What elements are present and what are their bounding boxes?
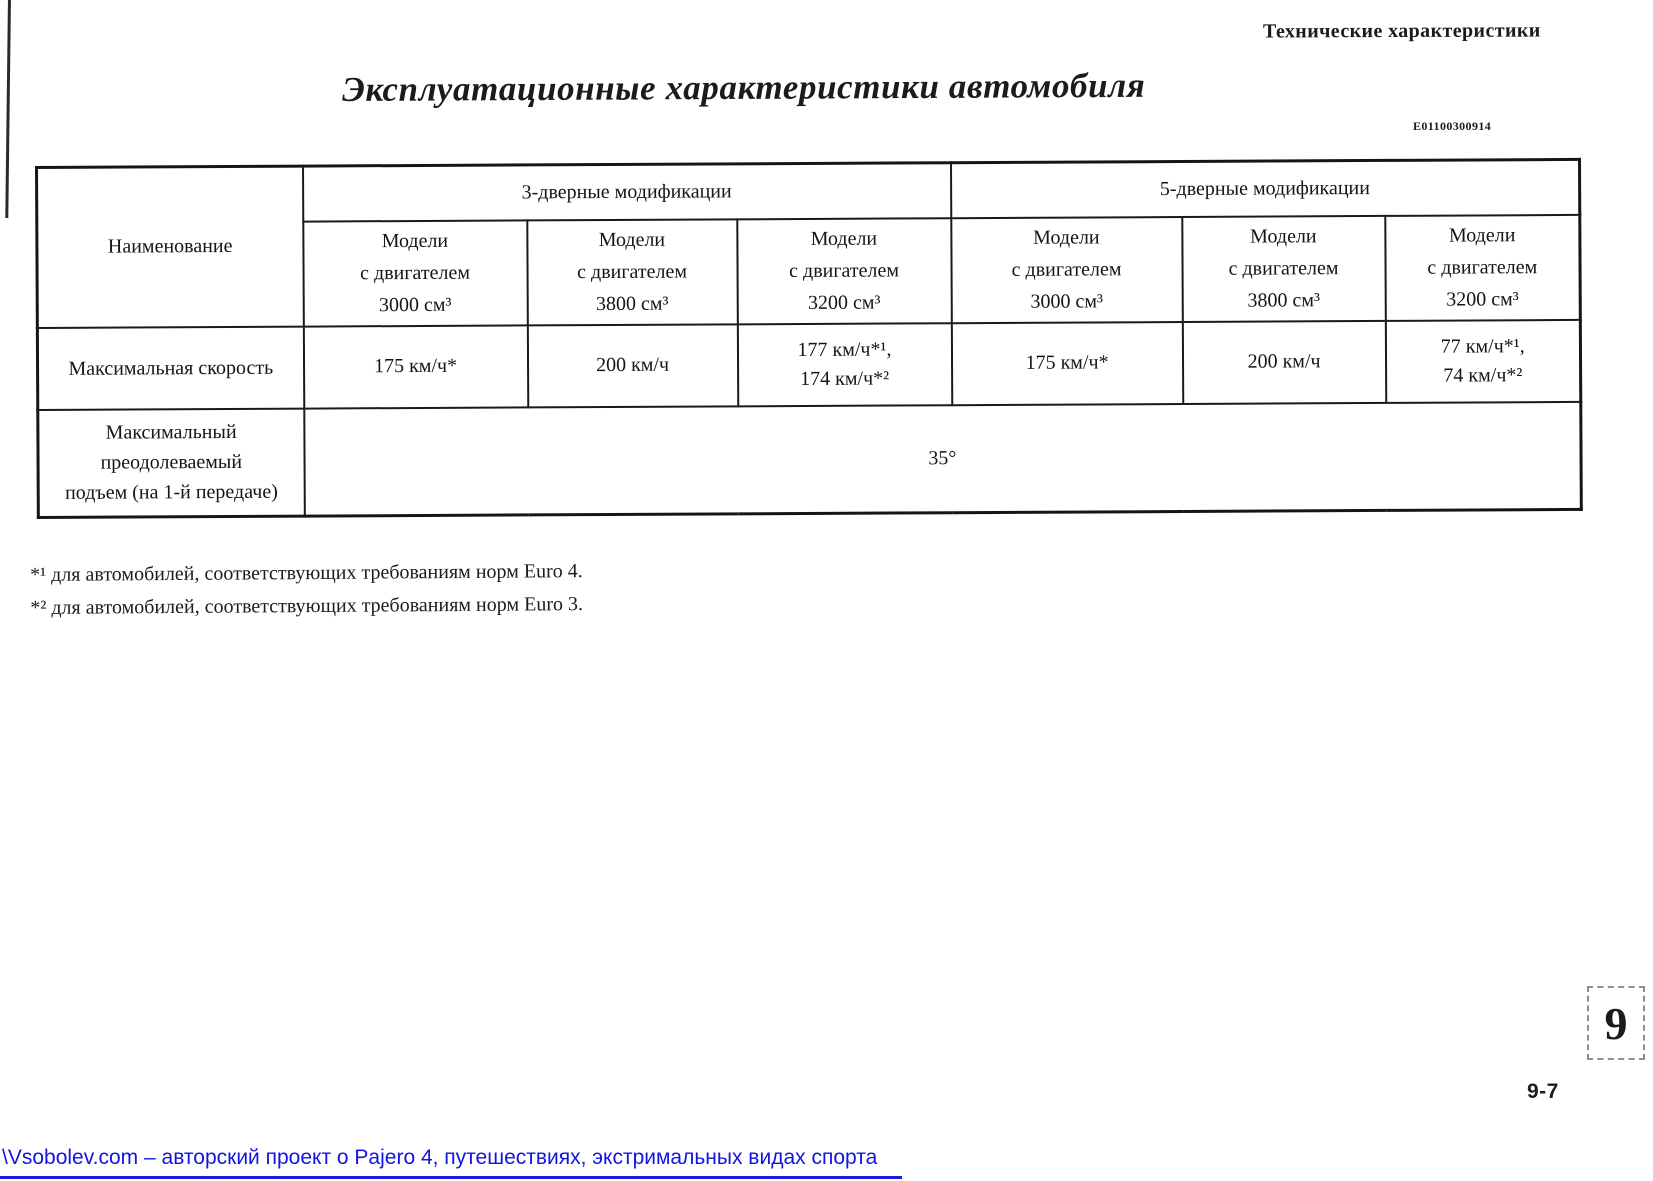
section-header: Технические характеристики <box>1263 19 1542 43</box>
engine-col-3d-3800: Модели с двигателем 3800 см³ <box>527 219 738 325</box>
scan-artifact-line <box>5 0 11 218</box>
engine-col-5d-3800: Модели с двигателем 3800 см³ <box>1182 215 1386 321</box>
engine-col-5d-3000: Модели с двигателем 3000 см³ <box>951 216 1183 322</box>
footnote-euro3: *² для автомобилей, соответствующих требованиям норм Euro 3. <box>30 593 584 619</box>
footnote-euro4: *¹ для автомобилей, соответствующих требованиям норм Euro 4. <box>30 560 583 586</box>
max-speed-3d-3000: 175 км/ч* <box>303 325 527 408</box>
max-speed-3d-3800: 200 км/ч <box>527 324 737 407</box>
footnotes <box>30 556 583 626</box>
engine-col-3d-3000: Модели с двигателем 3000 см³ <box>303 220 528 326</box>
row-label-max-speed: Максимальная скорость <box>37 326 303 409</box>
chapter-tab <box>1587 986 1645 1060</box>
engine-col-3d-3200: Модели с двигателем 3200 см³ <box>737 218 952 324</box>
group-header-5door: 5-дверные модификации <box>950 159 1579 217</box>
footer-link-underline <box>0 1176 902 1179</box>
max-speed-3d-3200: 177 км/ч*¹, 174 км/ч*² <box>737 323 951 406</box>
group-header-3door: 3-дверные модификации <box>303 163 951 221</box>
engine-col-5d-3200: Модели с двигателем 3200 см³ <box>1385 214 1581 320</box>
page-number: 9-7 <box>1527 1080 1559 1103</box>
specs-table <box>35 158 1583 519</box>
max-speed-5d-3800: 200 км/ч <box>1182 320 1385 403</box>
footer-link-clip <box>2 1146 910 1176</box>
row-label-max-grade: Максимальный преодолеваемый подъем (на 1-й передаче) <box>38 408 305 517</box>
chapter-number: 9 <box>1604 997 1628 1049</box>
doc-code: E01100300914 <box>1413 119 1492 133</box>
max-grade-value: 35° <box>304 401 1582 516</box>
page-title: Эксплуатационные характеристики автомобиля <box>342 65 1146 109</box>
max-speed-5d-3000: 175 км/ч* <box>951 321 1182 404</box>
table-header-name: Наименование <box>37 166 304 327</box>
footer-link[interactable]: \Vsobolev.com – авторский проект о Pajero 4, путешествиях, экстримальных видах спорта <box>2 1146 878 1169</box>
specs-table-wrap <box>35 158 1583 519</box>
max-speed-5d-3200: 77 км/ч*¹, 74 км/ч*² <box>1385 319 1580 402</box>
